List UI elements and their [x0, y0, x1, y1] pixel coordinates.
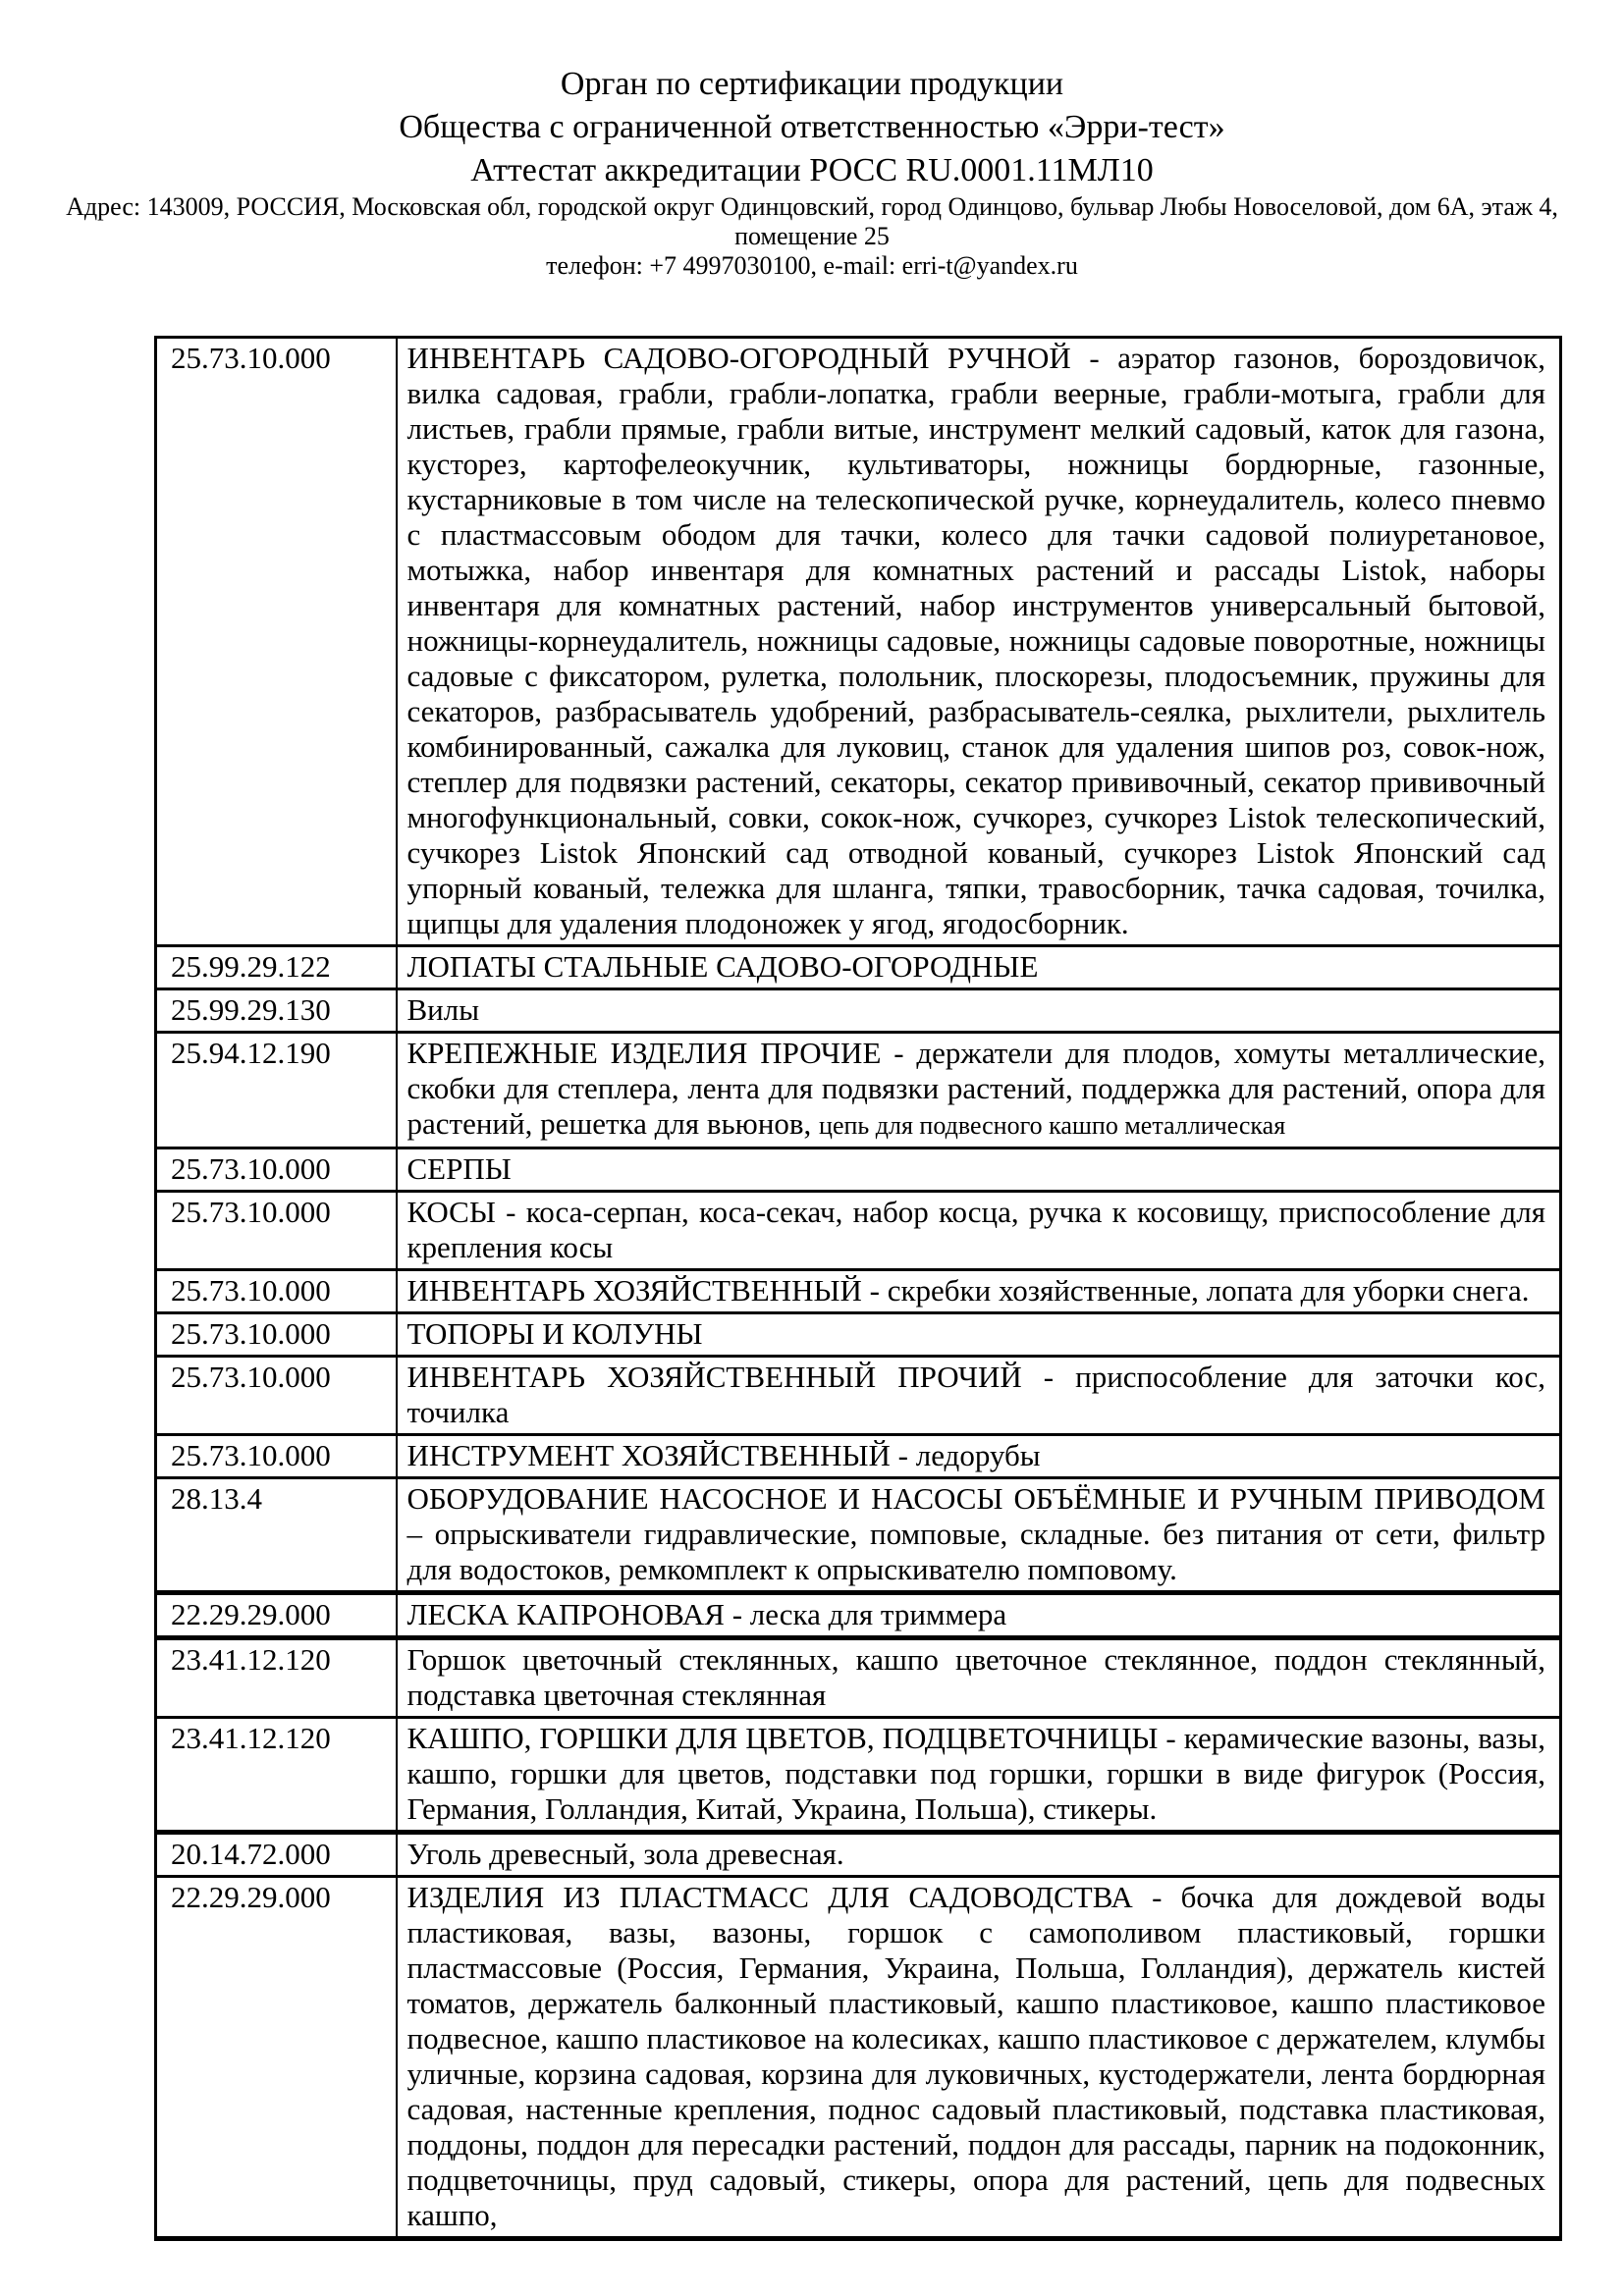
- product-description-text-small: цепь для подвесного кашпо металлическая: [819, 1111, 1286, 1140]
- product-description-cell: [397, 946, 1561, 989]
- product-description-text: КАШПО, ГОРШКИ ДЛЯ ЦВЕТОВ, ПОДЦВЕТОЧНИЦЫ - керамические вазоны, вазы, кашпо, горшки для цветов, подставки под горшки, горшки в виде фигурок (Россия, Германия, Голландия, Китай, Украина, Польша), стикеры.: [406, 1721, 1545, 1826]
- table-row: [156, 1192, 1561, 1270]
- product-description-cell: [397, 1718, 1561, 1833]
- product-description-cell: [397, 1313, 1561, 1357]
- table-row: [156, 1478, 1561, 1593]
- table-body: [156, 338, 1561, 2239]
- product-description-text: ЛЕСКА КАПРОНОВАЯ - леска для триммера: [406, 1597, 1007, 1631]
- product-description-text: КОСЫ - коса-серпан, коса-секач, набор косца, ручка к косовищу, приспособление для крепления косы: [406, 1195, 1545, 1264]
- table-row: [156, 1033, 1561, 1148]
- table-row: [156, 1357, 1561, 1435]
- product-description-text: ИНСТРУМЕНТ ХОЗЯЙСТВЕННЫЙ - ледорубы: [406, 1438, 1041, 1472]
- product-code: 25.73.10.000: [156, 1270, 397, 1313]
- product-description-text: Горшок цветочный стеклянных, кашпо цветочное стеклянное, поддон стеклянный, подставка цветочная стеклянная: [406, 1642, 1545, 1712]
- product-description-cell: [397, 1593, 1561, 1638]
- table-row: [156, 1435, 1561, 1478]
- product-description-text: СЕРПЫ: [406, 1151, 512, 1186]
- header-address-line2: помещение 25: [734, 222, 890, 250]
- product-description-cell: [397, 1033, 1561, 1148]
- product-description-text: ИЗДЕЛИЯ ИЗ ПЛАСТМАСС ДЛЯ САДОВОДСТВА - бочка для дождевой воды пластиковая, вазы, вазоны, горшок с самополивом пластиковый, горшки пластмассовые (Россия, Германия, Украина, Польша, Голландия), держатель кистей томатов, держатель балконный пластиковый, кашпо пластиковое, кашпо пластиковое подвесное, кашпо пластиковое на колесиках, кашпо пластиковое с держателем, клумбы уличные, корзина садовая, корзина для луковичных, кустодержатели, лента бордюрная садовая, настенные крепления, поднос садовый пластиковый, подставка пластиковая, поддоны, поддон для пересадки растений, поддон для рассады, парник на подоконник, подцветочницы, пруд садовый, стикеры, опора для растений, цепь для подвесных кашпо,: [406, 1880, 1545, 2232]
- product-code: 25.99.29.122: [156, 946, 397, 989]
- product-description-text: ИНВЕНТАРЬ САДОВО-ОГОРОДНЫЙ РУЧНОЙ - аэратор газонов, бороздовичок, вилка садовая, грабли, грабли-лопатка, грабли веерные, грабли-мотыга, грабли для листьев, грабли прямые, грабли витые, инструмент мелкий садовый, каток для газона, кусторез, картофелеокучник, культиваторы, ножницы бордюрные, газонные, кустарниковые в том числе на телескопической ручке, корнеудалитель, колесо пневмо с пластмассовым ободом для тачки, колесо для тачки садовой полиуретановое, мотыжка, набор инвентаря для комнатных растений и рассады Listok, наборы инвентаря для комнатных растений, набор инструментов универсальный бытовой, ножницы-корнеудалитель, ножницы садовые, ножницы садовые поворотные, ножницы садовые с фиксатором, рулетка, полольник, плоскорезы, плодосъемник, пружины для секаторов, разбрасыватель удобрений, разбрасыватель-сеялка, рыхлители, рыхлитель комбинированный, сажалка для луковиц, станок для удаления шипов роз, совок-нож, степлер для подвязки растений, секаторы, секатор прививочный, секатор прививочный многофункциональный, совки, сокок-нож, сучкорез, сучкорез Listok телескопический, сучкорез Listok Японский сад отводной кованый, сучкорез Listok Японский сад упорный кованый, тележка для шланга, тяпки, травосборник, тачка садовая, точилка, щипцы для удаления плодоножек у ягод, ягодосборник.: [406, 341, 1545, 940]
- table-row: [156, 1638, 1561, 1718]
- header-company-line: Общества с ограниченной ответственностью «Эрри-тест»: [399, 109, 1225, 145]
- table-row: [156, 1270, 1561, 1313]
- product-description-cell: [397, 338, 1561, 946]
- product-description-text: ИНВЕНТАРЬ ХОЗЯЙСТВЕННЫЙ - скребки хозяйственные, лопата для уборки снега.: [406, 1273, 1530, 1308]
- product-description-text: ОБОРУДОВАНИЕ НАСОСНОЕ И НАСОСЫ ОБЪЁМНЫЕ И РУЧНЫМ ПРИВОДОМ – опрыскиватели гидравлические, помповые, складные. без питания от сети, фильтр для водостоков, ремкомплект к опрыскивателю помповому.: [406, 1481, 1545, 1586]
- table-row: [156, 1718, 1561, 1833]
- table-row: [156, 1593, 1561, 1638]
- product-description-cell: [397, 1357, 1561, 1435]
- table-row: [156, 1313, 1561, 1357]
- product-description-text: ТОПОРЫ И КОЛУНЫ: [406, 1316, 703, 1351]
- document-header: [0, 0, 1624, 281]
- product-code: 25.73.10.000: [156, 338, 397, 946]
- products-table: [154, 336, 1562, 2241]
- product-code: 25.73.10.000: [156, 1435, 397, 1478]
- table-row: [156, 1877, 1561, 2239]
- product-description-cell: [397, 1270, 1561, 1313]
- table-row: [156, 946, 1561, 989]
- header-contact-line: телефон: +7 4997030100, e-mail: erri-t@yandex.ru: [546, 251, 1078, 280]
- table-row: [156, 1833, 1561, 1877]
- product-code: 25.73.10.000: [156, 1357, 397, 1435]
- product-code: 25.73.10.000: [156, 1148, 397, 1192]
- product-code: 23.41.12.120: [156, 1638, 397, 1718]
- product-code: 23.41.12.120: [156, 1718, 397, 1833]
- product-description-cell: [397, 1877, 1561, 2239]
- product-code: 25.94.12.190: [156, 1033, 397, 1148]
- product-description-cell: [397, 1435, 1561, 1478]
- product-code: 25.99.29.130: [156, 989, 397, 1033]
- header-org-line: Орган по сертификации продукции: [560, 66, 1064, 102]
- product-description-cell: [397, 989, 1561, 1033]
- product-description-cell: [397, 1478, 1561, 1593]
- product-description-text: Уголь древесный, зола древесная.: [406, 1837, 844, 1871]
- product-description-text: ЛОПАТЫ СТАЛЬНЫЕ САДОВО-ОГОРОДНЫЕ: [406, 949, 1039, 984]
- product-code: 22.29.29.000: [156, 1593, 397, 1638]
- product-description-cell: [397, 1148, 1561, 1192]
- product-description-cell: [397, 1638, 1561, 1718]
- product-code: 20.14.72.000: [156, 1833, 397, 1877]
- header-accreditation-line: Аттестат аккредитации РОСС RU.0001.11МЛ10: [470, 152, 1154, 188]
- table-row: [156, 989, 1561, 1033]
- product-description-text: ИНВЕНТАРЬ ХОЗЯЙСТВЕННЫЙ ПРОЧИЙ - приспособление для заточки кос, точилка: [406, 1360, 1545, 1429]
- table-row: [156, 338, 1561, 946]
- product-code: 22.29.29.000: [156, 1877, 397, 2239]
- product-description-text: Вилы: [406, 992, 480, 1027]
- product-description-text: КРЕПЕЖНЫЕ ИЗДЕЛИЯ ПРОЧИЕ - держатели для плодов, хомуты металлические, скобки для степлера, лента для подвязки растений, поддержка для растений, опора для растений, решетка для вьюнов,: [406, 1036, 1545, 1141]
- product-description-cell: [397, 1192, 1561, 1270]
- product-description-cell: [397, 1833, 1561, 1877]
- table-row: [156, 1148, 1561, 1192]
- header-address-line: Адрес: 143009, РОССИЯ, Московская обл, городской округ Одинцовский, город Одинцово, бульвар Любы Новоселовой, дом 6А, этаж 4,: [66, 192, 1558, 221]
- product-code: 25.73.10.000: [156, 1192, 397, 1270]
- product-code: 25.73.10.000: [156, 1313, 397, 1357]
- product-code: 28.13.4: [156, 1478, 397, 1593]
